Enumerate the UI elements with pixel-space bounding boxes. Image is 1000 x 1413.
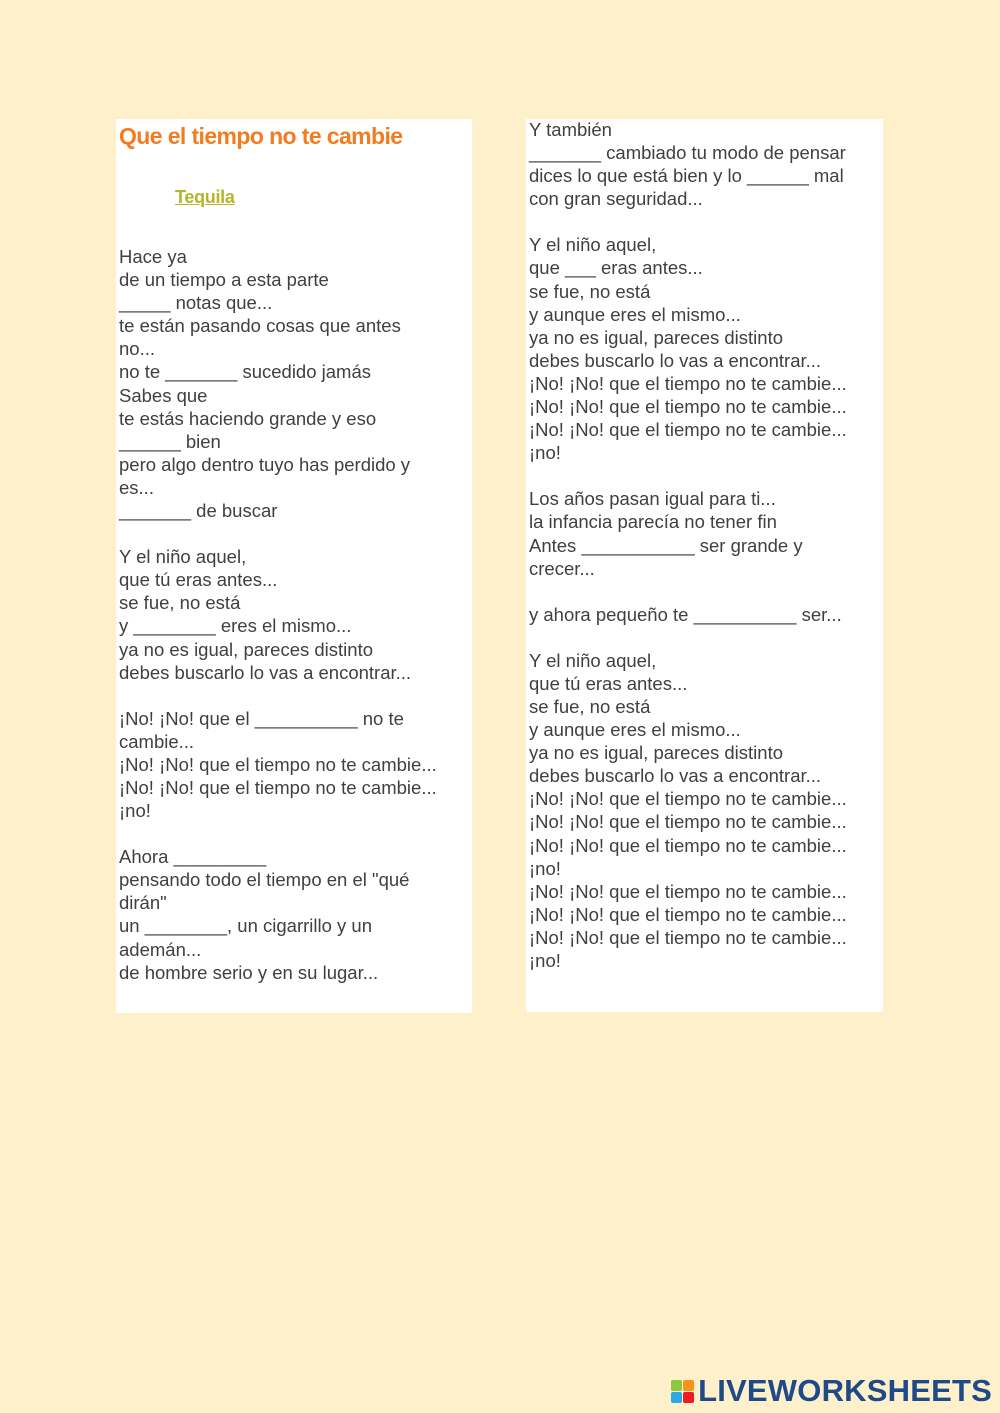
- logo-square: [671, 1392, 682, 1403]
- lyric-line: dices lo que está bien y lo ______ mal: [529, 165, 844, 187]
- lyric-line: se fue, no está: [119, 592, 241, 614]
- lyric-line: pensando todo el tiempo en el "qué: [119, 869, 410, 891]
- lyric-line: Y el niño aquel,: [529, 649, 657, 671]
- stanza-gap: [529, 580, 847, 603]
- lyric-line: no te _______ sucedido jamás: [119, 361, 371, 383]
- stanza-gap: [529, 626, 847, 649]
- lyric-line: ¡No! ¡No! que el tiempo no te cambie...: [529, 419, 847, 441]
- lyric-line: Ahora _________: [119, 846, 267, 868]
- lyric-line: debes buscarlo lo vas a encontrar...: [119, 661, 412, 683]
- lyric-line: ademán...: [119, 938, 202, 960]
- lyric-line: ¡no!: [529, 950, 561, 971]
- lyric-line: ¡No! ¡No! que el tiempo no te cambie...: [529, 903, 847, 925]
- lyric-line: se fue, no está: [529, 280, 651, 302]
- lyric-line: ¡No! ¡No! que el tiempo no te cambie...: [529, 372, 847, 394]
- lyric-line: Los años pasan igual para ti...: [529, 488, 776, 510]
- logo-square: [671, 1380, 682, 1391]
- lyric-line: _____ notas que...: [119, 292, 273, 314]
- lyric-line: pero algo dentro tuyo has perdido y: [119, 453, 411, 475]
- lyric-line: ¡No! ¡No! que el tiempo no te cambie...: [529, 926, 847, 948]
- stanza-gap: [119, 822, 437, 845]
- lyric-line: Hace ya: [119, 246, 187, 267]
- lyric-line: ¡No! ¡No! que el tiempo no te cambie...: [119, 753, 437, 775]
- lyric-line: ______ bien: [119, 430, 221, 452]
- lyric-line: debes buscarlo lo vas a encontrar...: [529, 349, 822, 371]
- logo-text: LIVEWORKSHEETS: [698, 1373, 992, 1408]
- lyric-line: de un tiempo a esta parte: [119, 269, 329, 291]
- lyric-line: y ahora pequeño te __________ ser...: [529, 603, 842, 625]
- lyric-line: ¡No! ¡No! que el tiempo no te cambie...: [529, 811, 847, 833]
- logo-square: [683, 1392, 694, 1403]
- lyric-line: ¡no!: [119, 800, 151, 822]
- lyric-line: ya no es igual, pareces distinto: [119, 638, 374, 660]
- lyric-line: dirán": [119, 892, 167, 914]
- artist-name: Tequila: [175, 187, 235, 207]
- logo-square: [683, 1380, 694, 1391]
- lyric-line: _______ cambiado tu modo de pensar: [529, 142, 846, 164]
- lyric-line: Y también: [529, 119, 612, 140]
- lyric-line: que tú eras antes...: [119, 569, 278, 591]
- lyric-line: ¡no!: [529, 442, 561, 464]
- lyric-line: no...: [119, 338, 155, 360]
- lyric-line: un ________, un cigarrillo y un: [119, 915, 373, 937]
- lyric-line: te están pasando cosas que antes: [119, 315, 401, 337]
- lyric-line: Y el niño aquel,: [119, 546, 247, 568]
- lyric-line: crecer...: [529, 557, 595, 579]
- lyric-line: ¡No! ¡No! que el __________ no te: [119, 707, 404, 729]
- lyric-line: cambie...: [119, 730, 195, 752]
- lyric-line: Antes ___________ ser grande y: [529, 534, 803, 556]
- lyric-line: y aunque eres el mismo...: [529, 303, 741, 325]
- lyric-line: se fue, no está: [529, 695, 651, 717]
- lyric-line: que ___ eras antes...: [529, 257, 703, 279]
- lyric-line: te estás haciendo grande y eso: [119, 407, 377, 429]
- stanza-gap: [529, 210, 847, 233]
- lyric-line: ¡No! ¡No! que el tiempo no te cambie...: [529, 834, 847, 856]
- lyric-line: debes buscarlo lo vas a encontrar...: [529, 765, 822, 787]
- lyric-line: la infancia parecía no tener fin: [529, 511, 777, 533]
- lyric-line: Sabes que: [119, 384, 208, 406]
- lyric-line: ¡No! ¡No! que el tiempo no te cambie...: [529, 396, 847, 418]
- lyric-line: es...: [119, 476, 154, 498]
- lyric-line: ¡No! ¡No! que el tiempo no te cambie...: [529, 788, 847, 810]
- lyric-line: ya no es igual, pareces distinto: [529, 326, 784, 348]
- song-title: Que el tiempo no te cambie: [119, 123, 403, 149]
- lyric-line: y ________ eres el mismo...: [119, 615, 352, 637]
- right-lyrics: [529, 118, 847, 972]
- lyric-line: que tú eras antes...: [529, 672, 688, 694]
- liveworksheets-logo-icon: [671, 1380, 694, 1403]
- lyric-line: de hombre serio y en su lugar...: [119, 961, 379, 983]
- stanza-gap: [119, 684, 437, 707]
- lyric-line: y aunque eres el mismo...: [529, 719, 741, 741]
- lyric-line: con gran seguridad...: [529, 188, 703, 210]
- lyric-line: ¡No! ¡No! que el tiempo no te cambie...: [529, 880, 847, 902]
- stanza-gap: [119, 522, 437, 545]
- lyric-line: ¡No! ¡No! que el tiempo no te cambie...: [119, 776, 437, 798]
- lyric-line: _______ de buscar: [119, 500, 278, 522]
- liveworksheets-logo: [671, 1375, 992, 1407]
- left-lyrics: [119, 245, 437, 984]
- lyric-line: Y el niño aquel,: [529, 234, 657, 256]
- lyric-line: ¡no!: [529, 857, 561, 879]
- stanza-gap: [529, 464, 847, 487]
- lyric-line: ya no es igual, pareces distinto: [529, 742, 784, 764]
